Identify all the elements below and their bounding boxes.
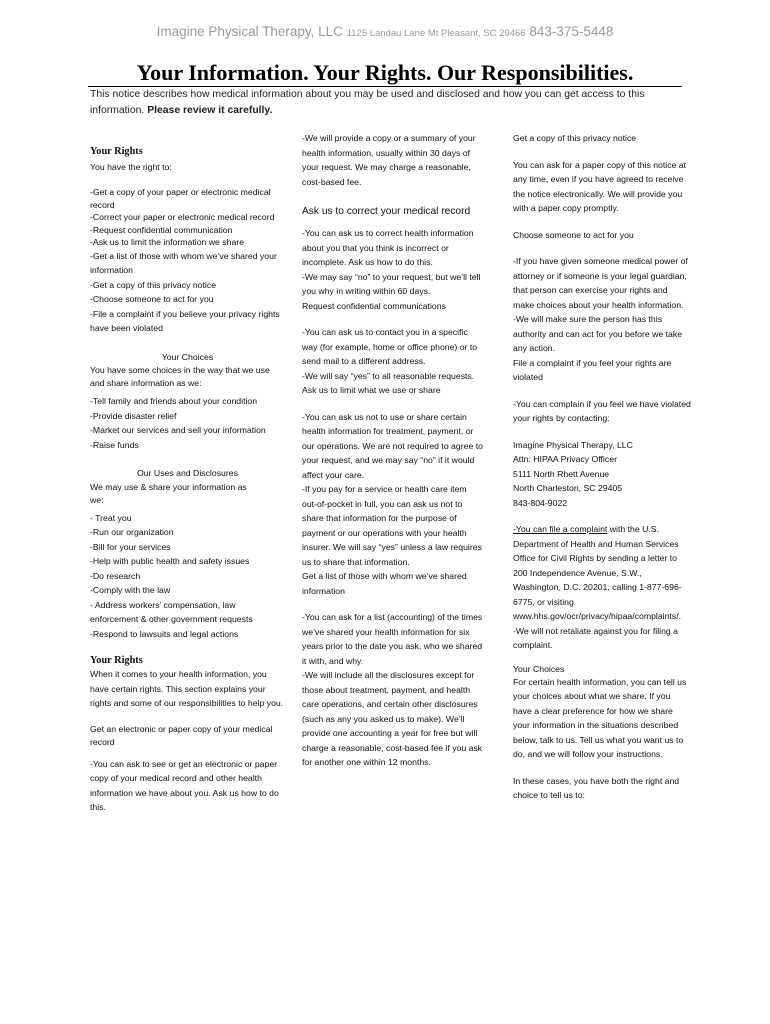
choose-text-1: -If you have given someone medical power of attorney or if someone is your legal guardian, that person can exercise your rights and make choices about your health information. [513, 256, 688, 310]
choices-heading-right: Your Choices [513, 663, 565, 674]
list-item: -Help with public health and safety issues [90, 556, 250, 567]
choices-text-right: For certain health information, you can tell us your choices about what we share. If you have a clear preference for how we share your information in the situations described below, talk to us. Tell us what you want us to do, and we will follow your instructions. [513, 676, 687, 759]
list-item: -File a complaint if you believe your privacy rights have been violated [90, 308, 280, 334]
list-item: -Ask us to limit the information we share [90, 237, 245, 248]
correct-heading: Ask us to correct your medical record [302, 206, 471, 217]
list-item: -Tell family and friends about your condition [90, 396, 258, 407]
choose-text-2: -We will make sure the person has this authority and can act for you before we take any action. [513, 314, 683, 353]
ecopy-heading: Get an electronic or paper copy of your medical record [90, 723, 273, 747]
notice-text: You can ask for a paper copy of this notice at any time, even if you have agreed to receive the notice electronically. We will provide you with a paper copy promptly. [513, 159, 687, 213]
list-item: -Bill for your services [90, 541, 171, 552]
list-item: -Market our services and sell your information [90, 425, 266, 436]
correct-text-2: -We may say “no” to your request, but we’ll tell you why in writing within 60 days. [302, 271, 481, 296]
column-right [513, 131, 691, 803]
choices-list [90, 394, 285, 452]
cases-text: In these cases, you have both the right and choice to tell us to: [513, 775, 680, 800]
rights2-text: When it comes to your health information, you have certain rights. This section explains your rights and some of our responsibilities to help you. [90, 669, 284, 709]
complaint-text-1: -You can complain if you feel we have violated your rights by contacting: [513, 398, 691, 423]
rights-list [90, 186, 285, 336]
correct-text-1: -You can ask us to correct health information about you that you think is incorrect or incomplete. Ask us how to do this. [302, 228, 474, 267]
uses-intro: We may use & share your information as we: [90, 481, 247, 505]
list-item: -Provide disaster relief [90, 410, 177, 421]
hhs-complaint-text: with the U.S. Department of Health and Human Services Office for Civil Rights by sending a letter to 200 Independence Avenue, S.W., Washington, D.C. 20201, calling 1-877-696-6775, or visiting www.hhs.gov/ocr/privacy/hipaa/complaints/. [513, 524, 682, 621]
list-item: - Treat you [90, 512, 132, 523]
list-item: -Do research [90, 570, 141, 581]
limit-heading: Ask us to limit what we use or share [302, 385, 441, 395]
copy-summary: -We will provide a copy or a summary of your health information, usually within 30 days of your request. We may charge a reasonable, cost-based fee. [302, 133, 476, 187]
uses-heading: Our Uses and Disclosures [137, 468, 238, 479]
contact-attn: Attn: HIPAA Privacy Officer [513, 454, 617, 464]
column-middle [302, 131, 484, 770]
notice-heading: Get a copy of this privacy notice [513, 133, 637, 143]
list-text-2: -We will include all the disclosures except for those about treatment, payment, and health care operations, and certain other disclosures (such as any you asked us to make). We’ll provide one accounting a year for free but will charge a reasonable, cost-based fee if you ask for another one within 12 months. [302, 670, 483, 767]
file-complaint-link[interactable]: -You can file a complaint [513, 524, 608, 534]
list-item: -Request confidential communication [90, 224, 233, 235]
list-item: -Get a copy of this privacy notice [90, 279, 217, 290]
column-left [90, 145, 285, 815]
contact-street: 5111 North Rhett Avenue [513, 468, 610, 479]
choices-intro: You have some choices in the way that we use and share information as we: [90, 365, 270, 389]
list-item: -Respond to lawsuits and legal actions [90, 628, 239, 639]
list-item: -Get a list of those with whom we’ve shared your information [90, 250, 277, 276]
privacy-officer-contact [513, 438, 691, 511]
limit-text-2: -If you pay for a service or health care item out-of-pocket in full, you can ask us not to share that information for the purpose of payment or our operations with your health insurer. We will say “yes” unless a law requires us to share that information. [302, 484, 482, 567]
list-item: -Comply with the law [90, 585, 171, 596]
list-item: -Raise funds [90, 439, 139, 450]
list-item: - Address workers’ compensation, law enforcement & other government requests [90, 599, 253, 625]
list-item: -Correct your paper or electronic medical record [90, 212, 275, 223]
contact-city: North Charleston, SC 29405 [513, 483, 623, 493]
company-address: 1125 Landau Lane Mt Pleasant, SC 29466 [346, 28, 526, 39]
list-item: -Get a copy of your paper or electronic medical record [90, 187, 271, 210]
confidential-text-1: -You can ask us to contact you in a specific way (for example, home or office phone) or to send mail to a different address. [302, 327, 478, 366]
ecopy-text: -You can ask to see or get an electronic or paper copy of your medical record and other health information we have about you. Ask us how to do this. [90, 758, 279, 813]
hhs-complaint [513, 522, 691, 624]
rights-intro: You have the right to: [90, 161, 172, 172]
list-item: -Choose someone to act for you [90, 294, 214, 305]
list-heading: Get a list of those with whom we’ve shared information [302, 571, 467, 596]
choices-heading: Your Choices [161, 351, 214, 362]
no-retaliation: -We will not retaliate against you for filing a complaint. [513, 625, 678, 650]
list-item: -Run our organization [90, 527, 174, 538]
rights-heading: Your Rights [90, 146, 143, 157]
confidential-heading: Request confidential communications [302, 300, 446, 311]
confidential-text-2: -We will say “yes” to all reasonable requests. [302, 370, 475, 381]
company-name: Imagine Physical Therapy, LLC [156, 24, 343, 39]
uses-list [90, 511, 285, 642]
letterhead [0, 24, 770, 39]
intro-paragraph [90, 87, 680, 119]
rights2-heading: Your Rights [90, 655, 143, 667]
list-text-1: -You can ask for a list (accounting) of the times we’ve shared your health information for six years prior to the date you ask, who we shared it with, and why. [302, 612, 483, 666]
contact-phone: 843-804-9022 [513, 497, 568, 508]
intro-text: This notice describes how medical information about you may be used and disclosed and how you can get access to this information. [90, 89, 645, 116]
complaint-heading: File a complaint if you feel your rights are violated [513, 357, 672, 382]
choose-heading: Choose someone to act for you [513, 229, 634, 240]
intro-emphasis: Please review it carefully. [147, 105, 273, 116]
limit-text-1: -You can ask us not to use or share certain health information for treatment, payment, or our operations. We are not required to agree to your request, and we may say “no” if it would affect your care. [302, 411, 483, 480]
contact-name: Imagine Physical Therapy, LLC [513, 439, 633, 450]
company-phone: 843-375-5448 [529, 24, 614, 39]
page-title: Your Information. Your Rights. Our Responsibilities. [136, 60, 634, 85]
